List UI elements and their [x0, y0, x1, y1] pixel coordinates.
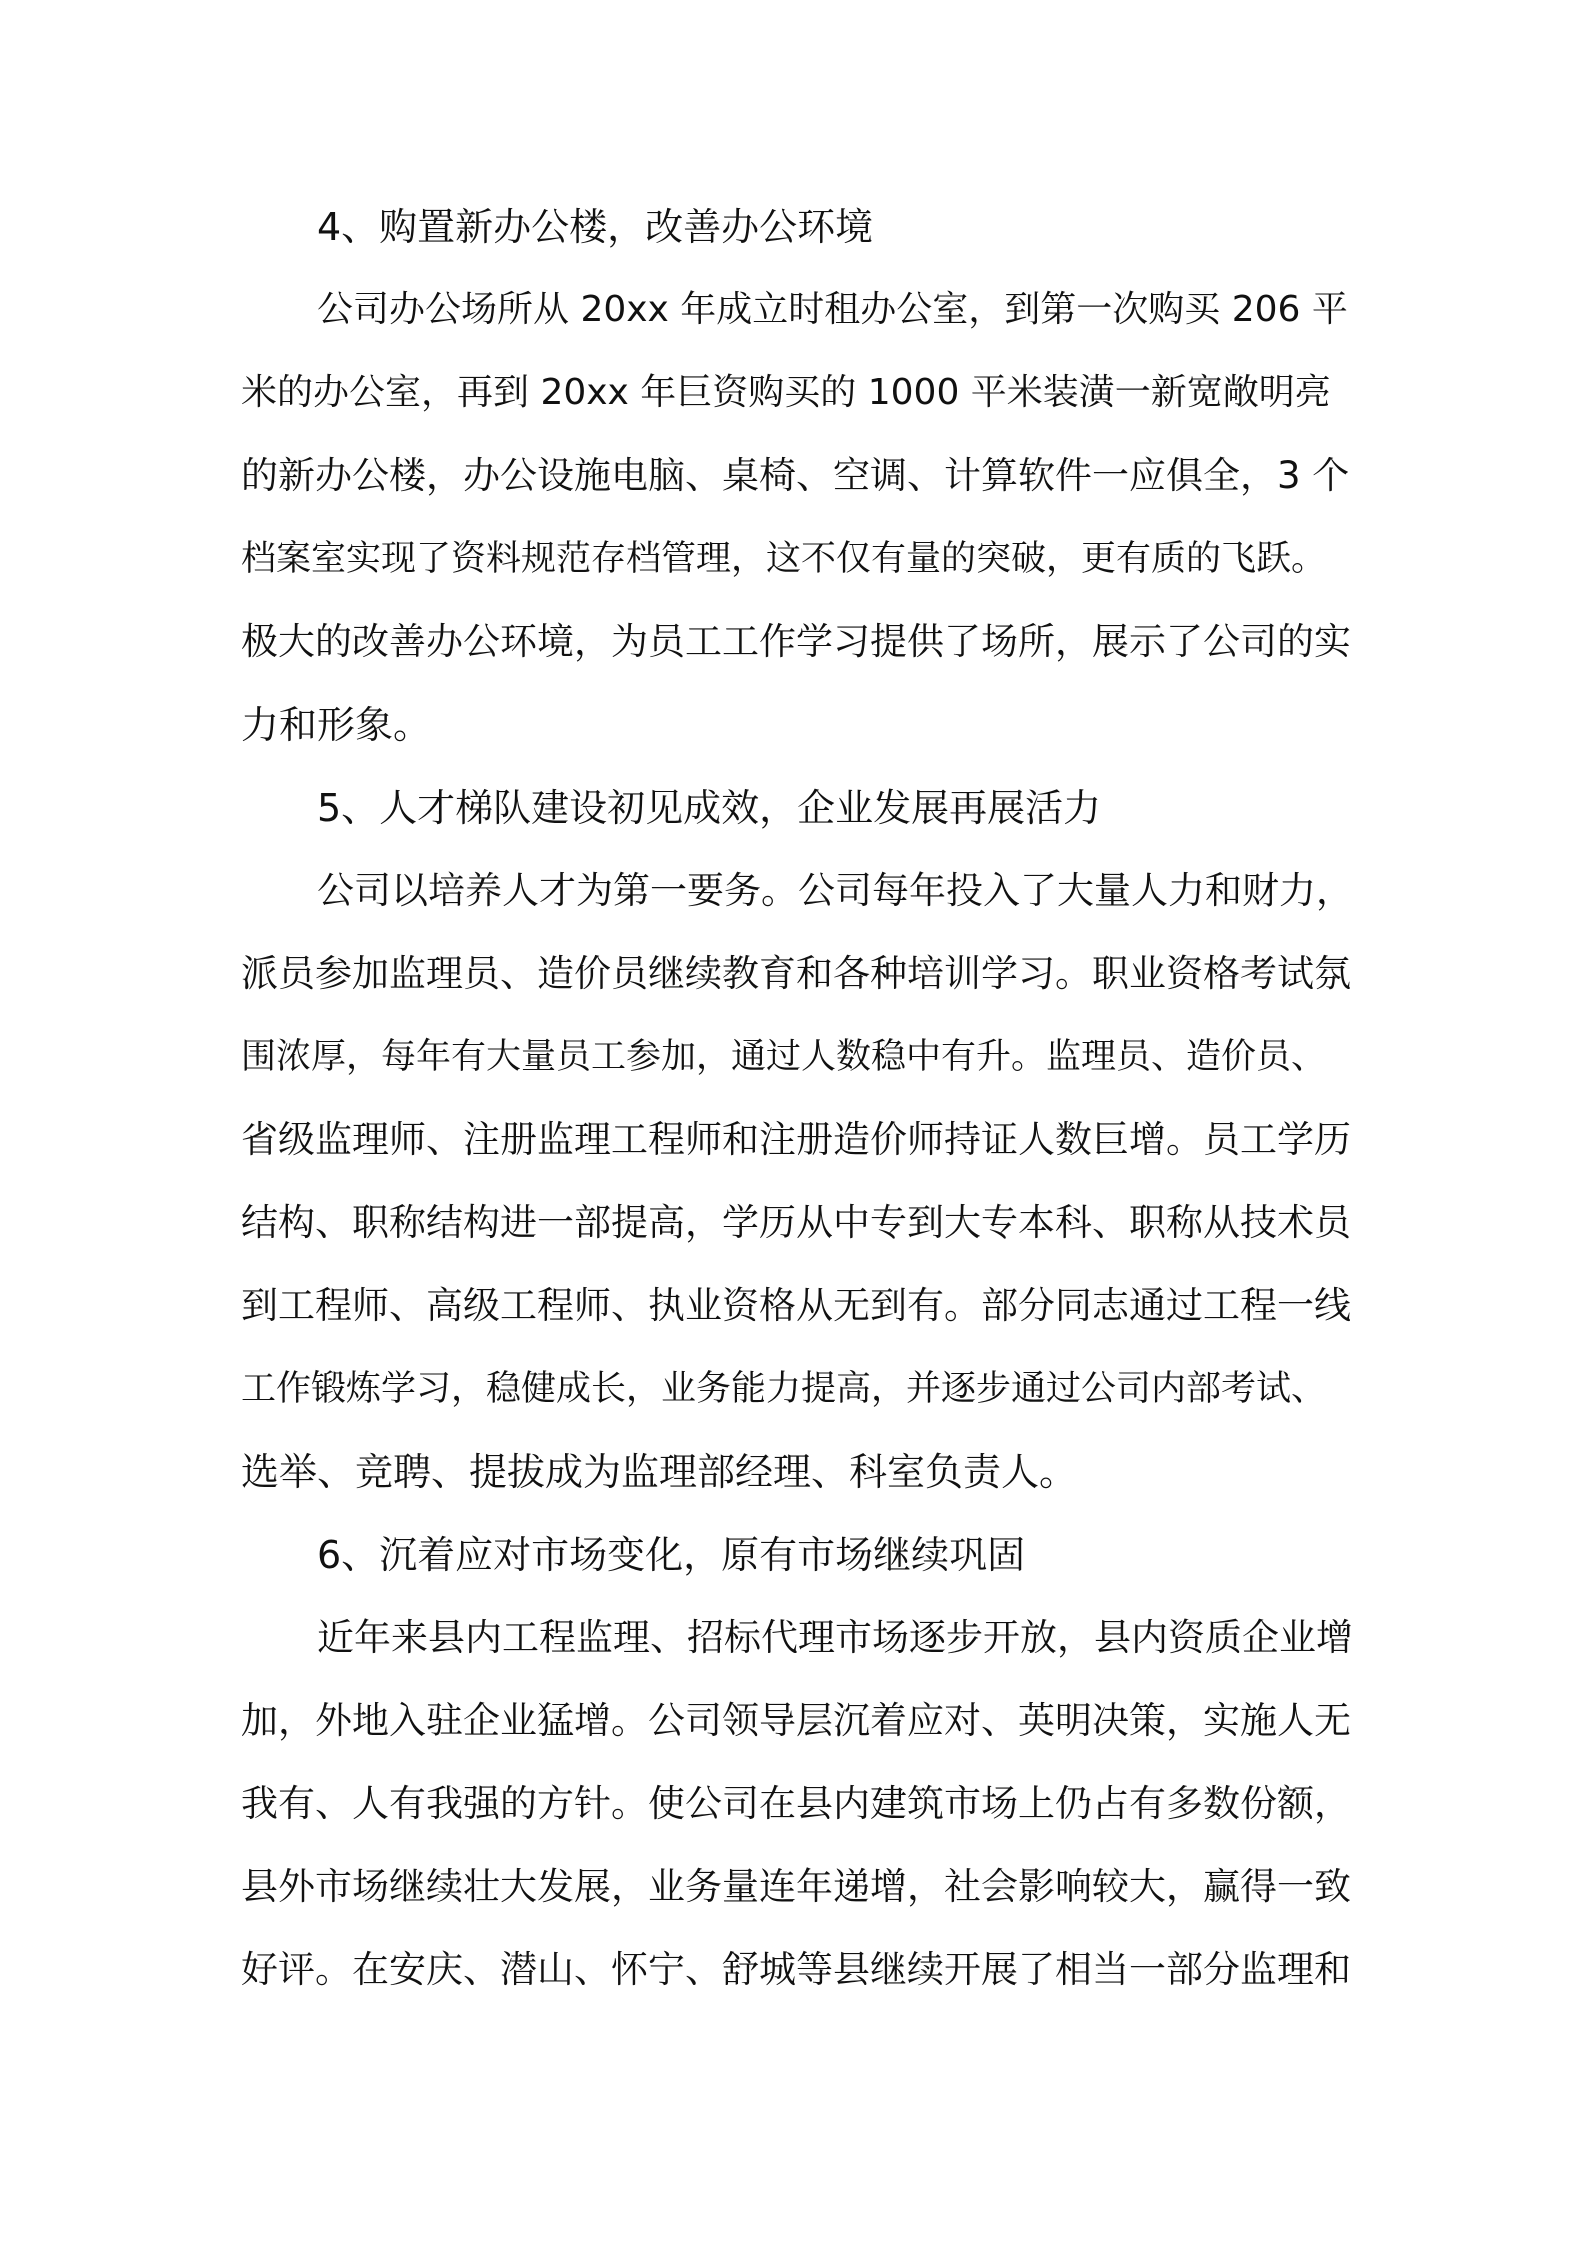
- paragraph-line: 好评。在安庆、潜山、怀宁、舒城等县继续开展了相当一部分监理和: [241, 1948, 1351, 1991]
- paragraph-line: 的新办公楼，办公设施电脑、桌椅、空调、计算软件一应俱全，3 个: [241, 454, 1350, 497]
- paragraph-line: 力和形象。: [241, 703, 432, 747]
- paragraph-line: 围浓厚，每年有大量员工参加，通过人数稳中有升。监理员、造价员、: [241, 1037, 1327, 1077]
- paragraph-line: 派员参加监理员、造价员继续教育和各种培训学习。职业资格考试氛: [241, 952, 1351, 995]
- paragraph-line: 公司办公场所从 20xx 年成立时租办公室，到第一次购买 206 平: [317, 289, 1348, 330]
- section-heading-5: 5、人才梯队建设初见成效，企业发展再展活力: [317, 786, 1102, 830]
- paragraph-line: 结构、职称结构进一部提高，学历从中专到大专本科、职称从技术员: [241, 1201, 1351, 1244]
- paragraph-line: 选举、竞聘、提拔成为监理部经理、科室负责人。: [241, 1450, 1078, 1494]
- paragraph-line: 档案室实现了资料规范存档管理，这不仅有量的突破，更有质的飞跃。: [241, 539, 1327, 579]
- paragraph-line: 加，外地入驻企业猛增。公司领导层沉着应对、英明决策，实施人无: [241, 1699, 1351, 1742]
- paragraph-line: 我有、人有我强的方针。使公司在县内建筑市场上仍占有多数份额，: [241, 1782, 1351, 1825]
- paragraph-line: 工作锻炼学习，稳健成长，业务能力提高，并逐步通过公司内部考试、: [241, 1369, 1327, 1409]
- section-heading-6: 6、沉着应对市场变化，原有市场继续巩固: [317, 1533, 1026, 1577]
- paragraph-line: 极大的改善办公环境，为员工工作学习提供了场所，展示了公司的实: [241, 620, 1351, 663]
- paragraph-line: 到工程师、高级工程师、执业资格从无到有。部分同志通过工程一线: [241, 1284, 1351, 1327]
- paragraph-line: 省级监理师、注册监理工程师和注册造价师持证人数巨增。员工学历: [241, 1118, 1351, 1161]
- paragraph-line: 县外市场继续壮大发展，业务量连年递增，社会影响较大，赢得一致: [241, 1865, 1351, 1908]
- section-heading-4: 4、购置新办公楼，改善办公环境: [317, 205, 874, 249]
- paragraph-line: 米的办公室，再到 20xx 年巨资购买的 1000 平米装潢一新宽敞明亮: [241, 372, 1331, 413]
- paragraph-line: 公司以培养人才为第一要务。公司每年投入了大量人力和财力，: [317, 869, 1353, 912]
- paragraph-line: 近年来县内工程监理、招标代理市场逐步开放，县内资质企业增: [317, 1616, 1353, 1659]
